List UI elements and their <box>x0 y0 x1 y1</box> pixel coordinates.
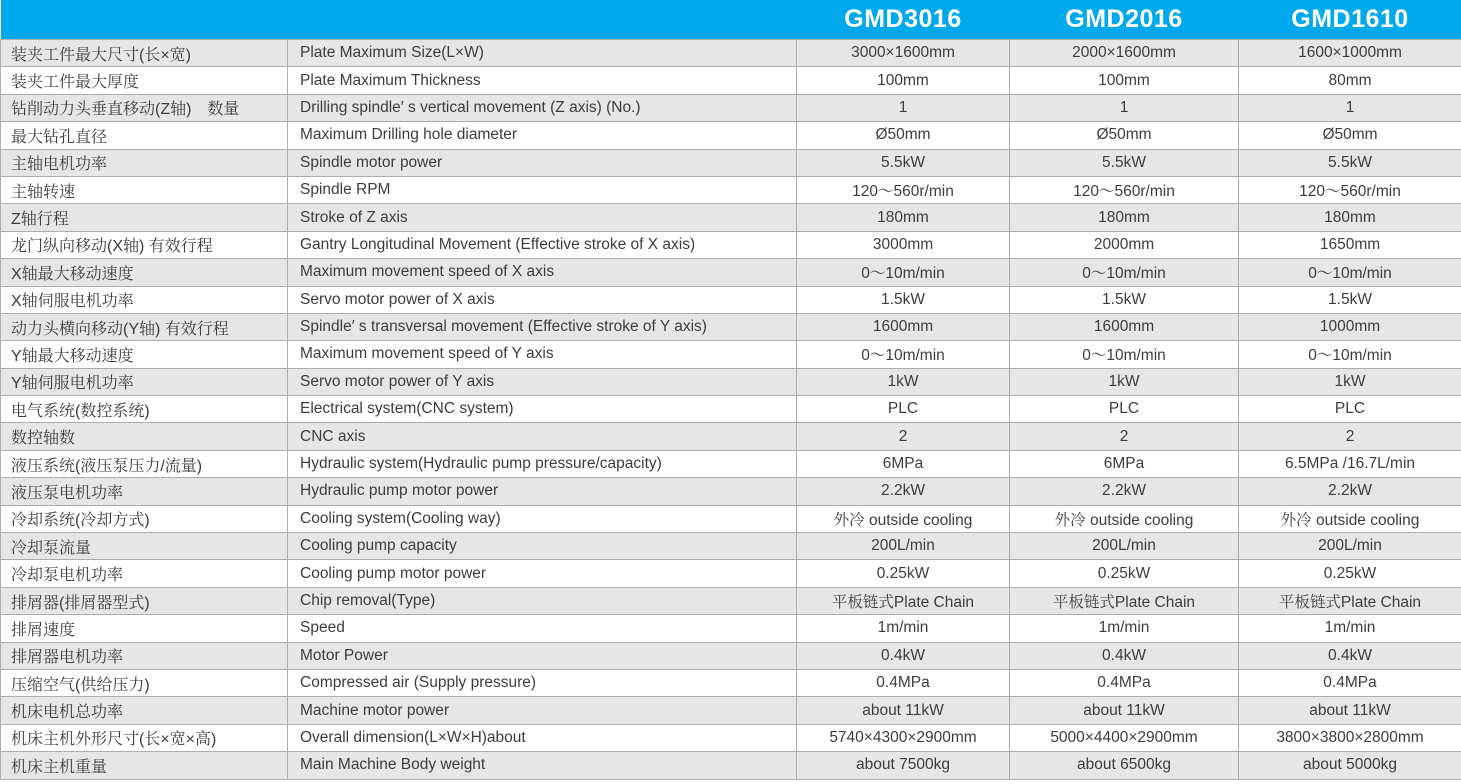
table-row <box>1 533 1461 560</box>
spec-label-cn: Z轴行程 <box>1 204 288 231</box>
spec-value-gmd2016: 120～560r/min <box>1010 176 1239 203</box>
spec-label-en: Chip removal(Type) <box>288 587 797 614</box>
spec-value-gmd1610: about 11kW <box>1239 697 1461 724</box>
spec-value-gmd2016: about 6500kg <box>1010 752 1239 779</box>
spec-label-en: Overall dimension(L×W×H)about <box>288 724 797 751</box>
table-row <box>1 423 1461 450</box>
spec-value-gmd3016: 100mm <box>797 67 1010 94</box>
spec-value-gmd3016: 外冷 outside cooling <box>797 505 1010 532</box>
spec-value-gmd2016: 2 <box>1010 423 1239 450</box>
spec-value-gmd3016: 1 <box>797 94 1010 121</box>
spec-value-gmd1610: about 5000kg <box>1239 752 1461 779</box>
spec-value-gmd2016: 2.2kW <box>1010 478 1239 505</box>
spec-label-cn: 排屑速度 <box>1 615 288 642</box>
spec-label-en: Maximum movement speed of Y axis <box>288 341 797 368</box>
spec-value-gmd3016: 1m/min <box>797 615 1010 642</box>
table-row <box>1 396 1461 423</box>
spec-value-gmd1610: Ø50mm <box>1239 122 1461 149</box>
spec-label-en: Servo motor power of Y axis <box>288 368 797 395</box>
spec-value-gmd2016: 6MPa <box>1010 450 1239 477</box>
spec-value-gmd1610: 1 <box>1239 94 1461 121</box>
table-row <box>1 368 1461 395</box>
spec-value-gmd3016: 6MPa <box>797 450 1010 477</box>
spec-label-cn: 数控轴数 <box>1 423 288 450</box>
spec-label-en: Main Machine Body weight <box>288 752 797 779</box>
table-row <box>1 94 1461 121</box>
table-row <box>1 341 1461 368</box>
spec-label-en: Plate Maximum Thickness <box>288 67 797 94</box>
spec-value-gmd1610: 1.5kW <box>1239 286 1461 313</box>
header-model-gmd3016: GMD3016 <box>797 0 1010 40</box>
spec-value-gmd1610: 1m/min <box>1239 615 1461 642</box>
spec-label-en: Servo motor power of X axis <box>288 286 797 313</box>
spec-value-gmd1610: 外冷 outside cooling <box>1239 505 1461 532</box>
spec-label-en: Stroke of Z axis <box>288 204 797 231</box>
spec-value-gmd1610: 1kW <box>1239 368 1461 395</box>
table-row <box>1 505 1461 532</box>
spec-value-gmd3016: 0～10m/min <box>797 259 1010 286</box>
spec-label-en: Spindle motor power <box>288 149 797 176</box>
spec-label-cn: 装夹工件最大厚度 <box>1 67 288 94</box>
spec-value-gmd2016: 1kW <box>1010 368 1239 395</box>
spec-label-en: Motor Power <box>288 642 797 669</box>
spec-label-en: Spindle RPM <box>288 176 797 203</box>
spec-label-cn: 冷却系统(冷却方式) <box>1 505 288 532</box>
spec-label-en: Plate Maximum Size(L×W) <box>288 40 797 67</box>
spec-value-gmd3016: 2 <box>797 423 1010 450</box>
table-row <box>1 149 1461 176</box>
table-row <box>1 122 1461 149</box>
table-row <box>1 450 1461 477</box>
spec-value-gmd1610: 1650mm <box>1239 231 1461 258</box>
spec-value-gmd3016: 2.2kW <box>797 478 1010 505</box>
spec-value-gmd2016: 2000mm <box>1010 231 1239 258</box>
table-row <box>1 669 1461 696</box>
table-row <box>1 642 1461 669</box>
table-row <box>1 204 1461 231</box>
spec-value-gmd1610: 180mm <box>1239 204 1461 231</box>
spec-value-gmd3016: 0.25kW <box>797 560 1010 587</box>
header-row <box>1 0 1461 40</box>
spec-label-en: Maximum movement speed of X axis <box>288 259 797 286</box>
spec-table-body <box>1 40 1461 780</box>
spec-value-gmd1610: 3800×3800×2800mm <box>1239 724 1461 751</box>
spec-label-cn: 龙门纵向移动(X轴) 有效行程 <box>1 231 288 258</box>
spec-value-gmd3016: 5.5kW <box>797 149 1010 176</box>
spec-value-gmd3016: 120～560r/min <box>797 176 1010 203</box>
table-row <box>1 587 1461 614</box>
spec-value-gmd1610: 0～10m/min <box>1239 341 1461 368</box>
spec-value-gmd3016: 0.4MPa <box>797 669 1010 696</box>
spec-label-en: Speed <box>288 615 797 642</box>
spec-value-gmd3016: 3000mm <box>797 231 1010 258</box>
spec-value-gmd1610: 2 <box>1239 423 1461 450</box>
spec-value-gmd2016: 2000×1600mm <box>1010 40 1239 67</box>
spec-label-en: Cooling system(Cooling way) <box>288 505 797 532</box>
spec-label-cn: 液压系统(液压泵压力/流量) <box>1 450 288 477</box>
spec-label-cn: 装夹工件最大尺寸(长×宽) <box>1 40 288 67</box>
spec-label-cn: Y轴最大移动速度 <box>1 341 288 368</box>
spec-value-gmd1610: 5.5kW <box>1239 149 1461 176</box>
spec-label-cn: 压缩空气(供给压力) <box>1 669 288 696</box>
header-model-gmd2016: GMD2016 <box>1010 0 1239 40</box>
spec-label-en: Compressed air (Supply pressure) <box>288 669 797 696</box>
spec-value-gmd2016: about 11kW <box>1010 697 1239 724</box>
table-row <box>1 67 1461 94</box>
spec-value-gmd3016: 1kW <box>797 368 1010 395</box>
spec-value-gmd1610: PLC <box>1239 396 1461 423</box>
table-row <box>1 752 1461 779</box>
header-model-gmd1610: GMD1610 <box>1239 0 1461 40</box>
spec-label-en: CNC axis <box>288 423 797 450</box>
table-row <box>1 478 1461 505</box>
spec-value-gmd3016: 180mm <box>797 204 1010 231</box>
spec-label-en: Cooling pump motor power <box>288 560 797 587</box>
spec-value-gmd2016: 5.5kW <box>1010 149 1239 176</box>
spec-label-cn: 钻削动力头垂直移动(Z轴) 数量 <box>1 94 288 121</box>
table-row <box>1 259 1461 286</box>
spec-value-gmd2016: 0～10m/min <box>1010 259 1239 286</box>
spec-value-gmd1610: 200L/min <box>1239 533 1461 560</box>
table-row <box>1 286 1461 313</box>
spec-value-gmd2016: 外冷 outside cooling <box>1010 505 1239 532</box>
spec-value-gmd2016: 100mm <box>1010 67 1239 94</box>
spec-label-cn: 冷却泵流量 <box>1 533 288 560</box>
spec-value-gmd3016: Ø50mm <box>797 122 1010 149</box>
spec-label-cn: 液压泵电机功率 <box>1 478 288 505</box>
spec-label-en: Electrical system(CNC system) <box>288 396 797 423</box>
table-row <box>1 615 1461 642</box>
spec-label-cn: 动力头横向移动(Y轴) 有效行程 <box>1 313 288 340</box>
spec-label-cn: 机床主机重量 <box>1 752 288 779</box>
spec-value-gmd1610: 平板链式Plate Chain <box>1239 587 1461 614</box>
spec-value-gmd3016: about 7500kg <box>797 752 1010 779</box>
spec-label-cn: 主轴电机功率 <box>1 149 288 176</box>
spec-value-gmd3016: 1.5kW <box>797 286 1010 313</box>
spec-label-en: Drilling spindle′ s vertical movement (Z axis) (No.) <box>288 94 797 121</box>
table-row <box>1 313 1461 340</box>
spec-value-gmd1610: 0～10m/min <box>1239 259 1461 286</box>
spec-label-cn: 主轴转速 <box>1 176 288 203</box>
spec-value-gmd3016: 0.4kW <box>797 642 1010 669</box>
spec-value-gmd2016: 5000×4400×2900mm <box>1010 724 1239 751</box>
spec-value-gmd3016: 3000×1600mm <box>797 40 1010 67</box>
table-row <box>1 40 1461 67</box>
spec-label-cn: 机床主机外形尺寸(长×宽×高) <box>1 724 288 751</box>
spec-value-gmd2016: 200L/min <box>1010 533 1239 560</box>
spec-value-gmd2016: 1m/min <box>1010 615 1239 642</box>
spec-label-cn: 冷却泵电机功率 <box>1 560 288 587</box>
header-spacer <box>1 0 797 40</box>
spec-value-gmd2016: 1 <box>1010 94 1239 121</box>
spec-value-gmd2016: Ø50mm <box>1010 122 1239 149</box>
spec-value-gmd1610: 6.5MPa /16.7L/min <box>1239 450 1461 477</box>
spec-label-en: Cooling pump capacity <box>288 533 797 560</box>
spec-value-gmd2016: 0.4kW <box>1010 642 1239 669</box>
spec-value-gmd3016: 平板链式Plate Chain <box>797 587 1010 614</box>
spec-label-cn: X轴最大移动速度 <box>1 259 288 286</box>
table-row <box>1 231 1461 258</box>
spec-label-en: Hydraulic system(Hydraulic pump pressure/capacity) <box>288 450 797 477</box>
spec-label-cn: 机床电机总功率 <box>1 697 288 724</box>
table-row <box>1 724 1461 751</box>
spec-label-cn: 最大钻孔直径 <box>1 122 288 149</box>
spec-label-en: Hydraulic pump motor power <box>288 478 797 505</box>
spec-label-cn: X轴伺服电机功率 <box>1 286 288 313</box>
spec-value-gmd3016: about 11kW <box>797 697 1010 724</box>
spec-value-gmd1610: 0.4MPa <box>1239 669 1461 696</box>
spec-value-gmd1610: 0.25kW <box>1239 560 1461 587</box>
spec-label-en: Maximum Drilling hole diameter <box>288 122 797 149</box>
table-row <box>1 176 1461 203</box>
spec-value-gmd1610: 80mm <box>1239 67 1461 94</box>
spec-value-gmd2016: PLC <box>1010 396 1239 423</box>
spec-value-gmd1610: 2.2kW <box>1239 478 1461 505</box>
spec-value-gmd2016: 1600mm <box>1010 313 1239 340</box>
spec-value-gmd1610: 0.4kW <box>1239 642 1461 669</box>
spec-value-gmd1610: 1600×1000mm <box>1239 40 1461 67</box>
table-row <box>1 560 1461 587</box>
spec-value-gmd3016: PLC <box>797 396 1010 423</box>
table-row <box>1 697 1461 724</box>
spec-value-gmd2016: 0～10m/min <box>1010 341 1239 368</box>
spec-value-gmd2016: 1.5kW <box>1010 286 1239 313</box>
spec-value-gmd2016: 0.4MPa <box>1010 669 1239 696</box>
spec-label-en: Machine motor power <box>288 697 797 724</box>
spec-value-gmd1610: 1000mm <box>1239 313 1461 340</box>
spec-label-en: Spindle′ s transversal movement (Effective stroke of Y axis) <box>288 313 797 340</box>
spec-value-gmd2016: 平板链式Plate Chain <box>1010 587 1239 614</box>
spec-label-en: Gantry Longitudinal Movement (Effective stroke of X axis) <box>288 231 797 258</box>
spec-label-cn: Y轴伺服电机功率 <box>1 368 288 395</box>
spec-value-gmd3016: 200L/min <box>797 533 1010 560</box>
spec-value-gmd3016: 0～10m/min <box>797 341 1010 368</box>
spec-value-gmd3016: 5740×4300×2900mm <box>797 724 1010 751</box>
spec-value-gmd2016: 180mm <box>1010 204 1239 231</box>
spec-value-gmd2016: 0.25kW <box>1010 560 1239 587</box>
spec-label-cn: 电气系统(数控系统) <box>1 396 288 423</box>
spec-value-gmd3016: 1600mm <box>797 313 1010 340</box>
spec-value-gmd1610: 120～560r/min <box>1239 176 1461 203</box>
spec-label-cn: 排屑器(排屑器型式) <box>1 587 288 614</box>
spec-label-cn: 排屑器电机功率 <box>1 642 288 669</box>
